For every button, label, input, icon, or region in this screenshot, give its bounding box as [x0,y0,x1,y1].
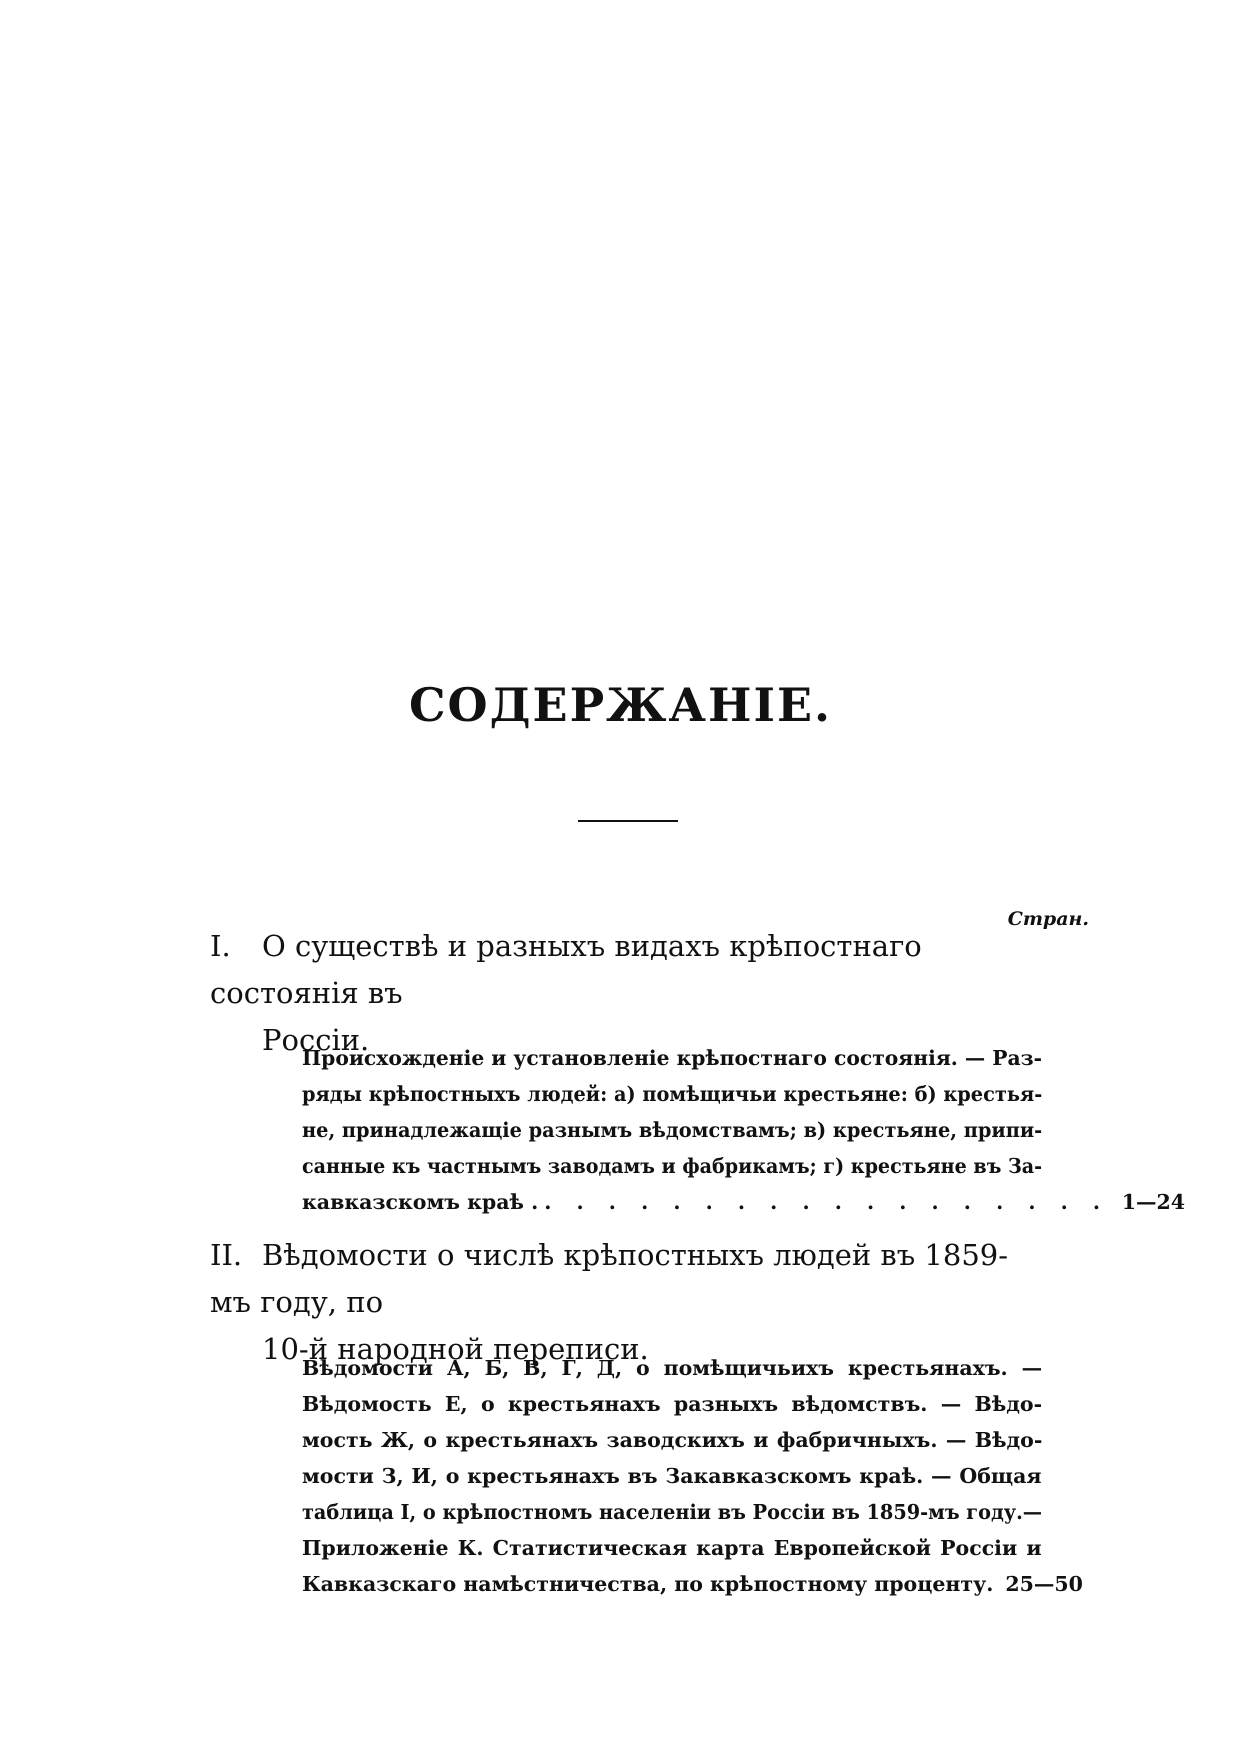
page-range: 1—24 [1121,1190,1186,1214]
toc-entry-row [302,1566,1083,1602]
section-heading-line: 10-й народной переписи. [262,1332,649,1366]
section-body-2 [302,1350,1083,1602]
pages-column-label: Стран. [1007,908,1089,930]
page-range: 25—50 [1005,1572,1083,1596]
section-number: II. [210,1238,243,1272]
section-heading-line: Вѣдомости о числѣ крѣпостныхъ людей въ 1859-мъ году, по [210,1238,1009,1319]
body-line: Вѣдомость Е, о крестьянахъ разныхъ вѣдомствъ. — Вѣдо- [302,1392,1043,1416]
body-line: Кавказскаго намѣстничества, по крѣпостному проценту. [302,1572,994,1596]
section-body-1 [302,1040,1186,1220]
body-line: ряды крѣпостныхъ людей: а) помѣщичьи крестьяне: б) крестья- [302,1082,1043,1106]
body-line: Приложеніе К. Статистическая карта Европейской Россіи и [302,1536,1042,1560]
body-line: не, принадлежащіе разнымъ вѣдомствамъ; в) крестьяне, припи- [302,1118,1043,1142]
section-heading-line: О существѣ и разныхъ видахъ крѣпостнаго состоянія въ [210,929,922,1010]
body-line: таблица I, о крѣпостномъ населеніи въ Россіи въ 1859-мъ году.— [302,1500,1043,1524]
body-line: санные къ частнымъ заводамъ и фабрикамъ; г) крестьяне въ За- [302,1154,1043,1178]
section-number: I. [210,929,231,963]
toc-entry-row [302,1184,1186,1220]
section-heading-line: Россіи. [262,1023,370,1057]
body-line: кавказскомъ краѣ . [302,1190,539,1214]
title-rule [578,820,678,822]
body-line: Вѣдомости А, Б, В, Г, Д, о помѣщичьихъ крестьянахъ. — [302,1356,1043,1380]
body-line: мости З, И, о крестьянахъ въ Закавказскомъ краѣ. — Общая [302,1464,1042,1488]
body-line: Происхожденіе и установленіе крѣпостнаго состоянія. — Раз- [302,1046,1043,1070]
body-line: мость Ж, о крестьянахъ заводскихъ и фабричныхъ. — Вѣдо- [302,1428,1043,1452]
page-title: СОДЕРЖАНІЕ. [408,678,833,732]
dot-leader: . . . . . . . . . . . . . . . . . . [544,1190,1110,1214]
